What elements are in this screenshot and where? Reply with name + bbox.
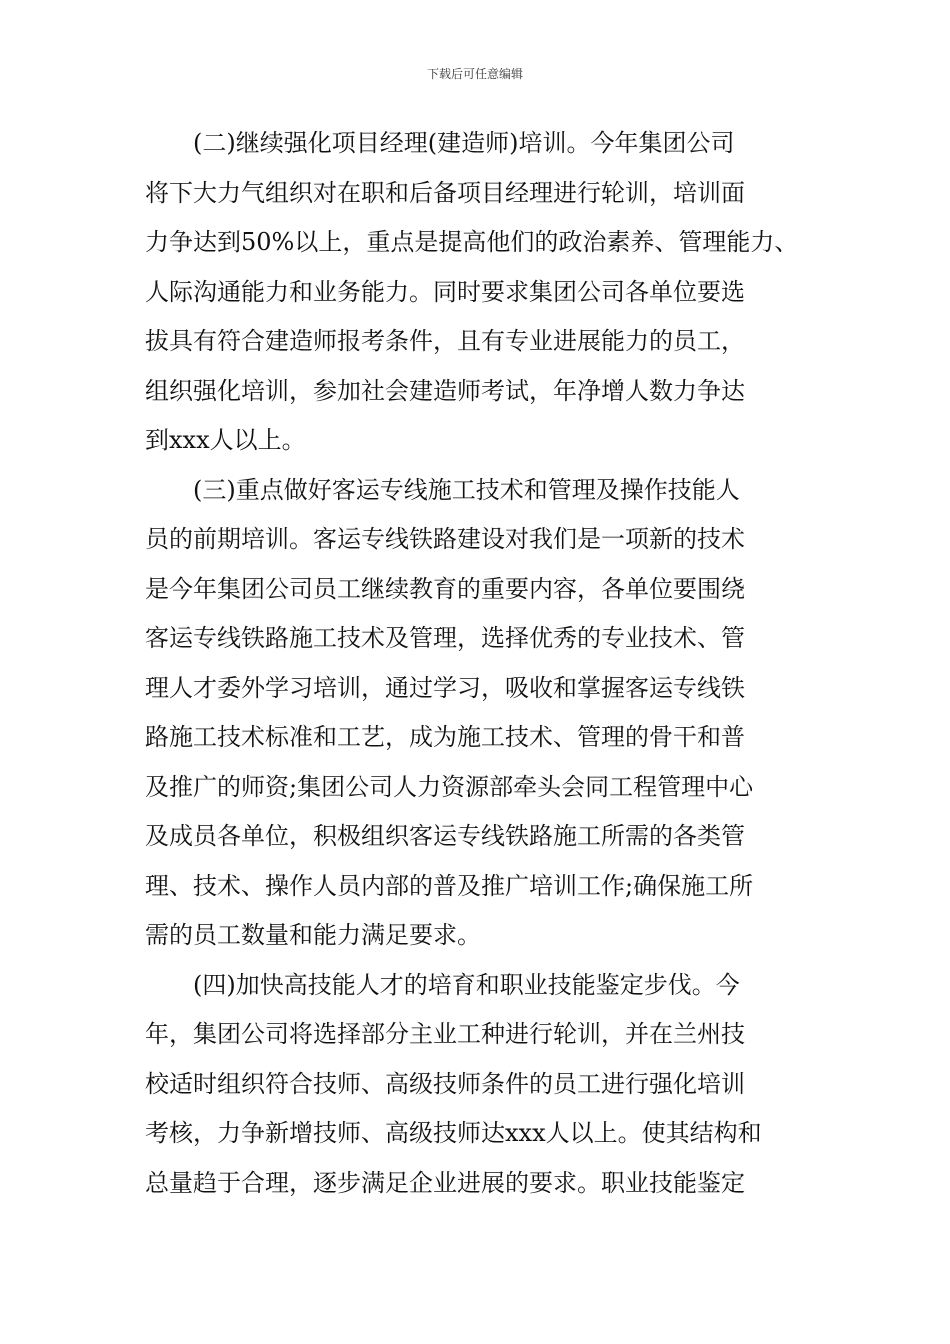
paragraph-2-line-3: 力争达到50%以上，重点是提高他们的政治素养、管理能力、 [145, 228, 799, 256]
paragraph-4-line-5: 总量趋于合理，逐步满足企业进展的要求。职业技能鉴定 [145, 1168, 745, 1197]
paragraph-4-line-3: 校适时组织符合技师、高级技师条件的员工进行强化培训 [145, 1069, 745, 1098]
paragraph-4-line-4: 考核，力争新增技师、高级技师达xxx人以上。使其结构和 [145, 1119, 762, 1147]
paragraph-2-line-2: 将下大力气组织对在职和后备项目经理进行轮训，培训面 [145, 178, 745, 207]
paragraph-3-line-5: 理人才委外学习培训，通过学习，吸收和掌握客运专线铁 [145, 673, 745, 702]
paragraph-2-line-1: (二)继续强化项目经理(建造师)培训。今年集团公司 [193, 129, 735, 157]
paragraph-2-line-5: 拔具有符合建造师报考条件，且有专业进展能力的员工， [145, 327, 745, 355]
paragraph-4-line-1: (四)加快高技能人才的培育和职业技能鉴定步伐。今 [193, 970, 740, 999]
paragraph-3-line-10: 需的员工数量和能力满足要求。 [145, 921, 481, 949]
paragraph-3-line-1: (三)重点做好客运专线施工技术和管理及操作技能人 [193, 475, 740, 504]
paragraph-3-line-7: 及推广的师资;集团公司人力资源部牵头会同工程管理中心 [145, 772, 754, 801]
paragraph-2-line-6: 组织强化培训，参加社会建造师考试，年净增人数力争达 [145, 376, 745, 405]
paragraph-4-line-2: 年，集团公司将选择部分主业工种进行轮训，并在兰州技 [145, 1020, 745, 1048]
paragraph-3-line-9: 理、技术、操作人员内部的普及推广培训工作;确保施工所 [145, 871, 754, 900]
paragraph-2-line-7: 到xxx人以上。 [145, 426, 306, 454]
paragraph-3-line-2: 员的前期培训。客运专线铁路建设对我们是一项新的技术 [145, 525, 745, 553]
paragraph-3-line-4: 客运专线铁路施工技术及管理，选择优秀的专业技术、管 [145, 624, 745, 652]
paragraph-3-line-8: 及成员各单位，积极组织客运专线铁路施工所需的各类管 [145, 822, 745, 850]
paragraph-3-line-6: 路施工技术标准和工艺，成为施工技术、管理的骨干和普 [145, 723, 745, 751]
paragraph-3-line-3: 是今年集团公司员工继续教育的重要内容，各单位要围绕 [145, 574, 745, 603]
page-header: 下载后可任意编辑 [426, 67, 523, 81]
paragraph-2-line-4: 人际沟通能力和业务能力。同时要求集团公司各单位要选 [145, 277, 745, 306]
